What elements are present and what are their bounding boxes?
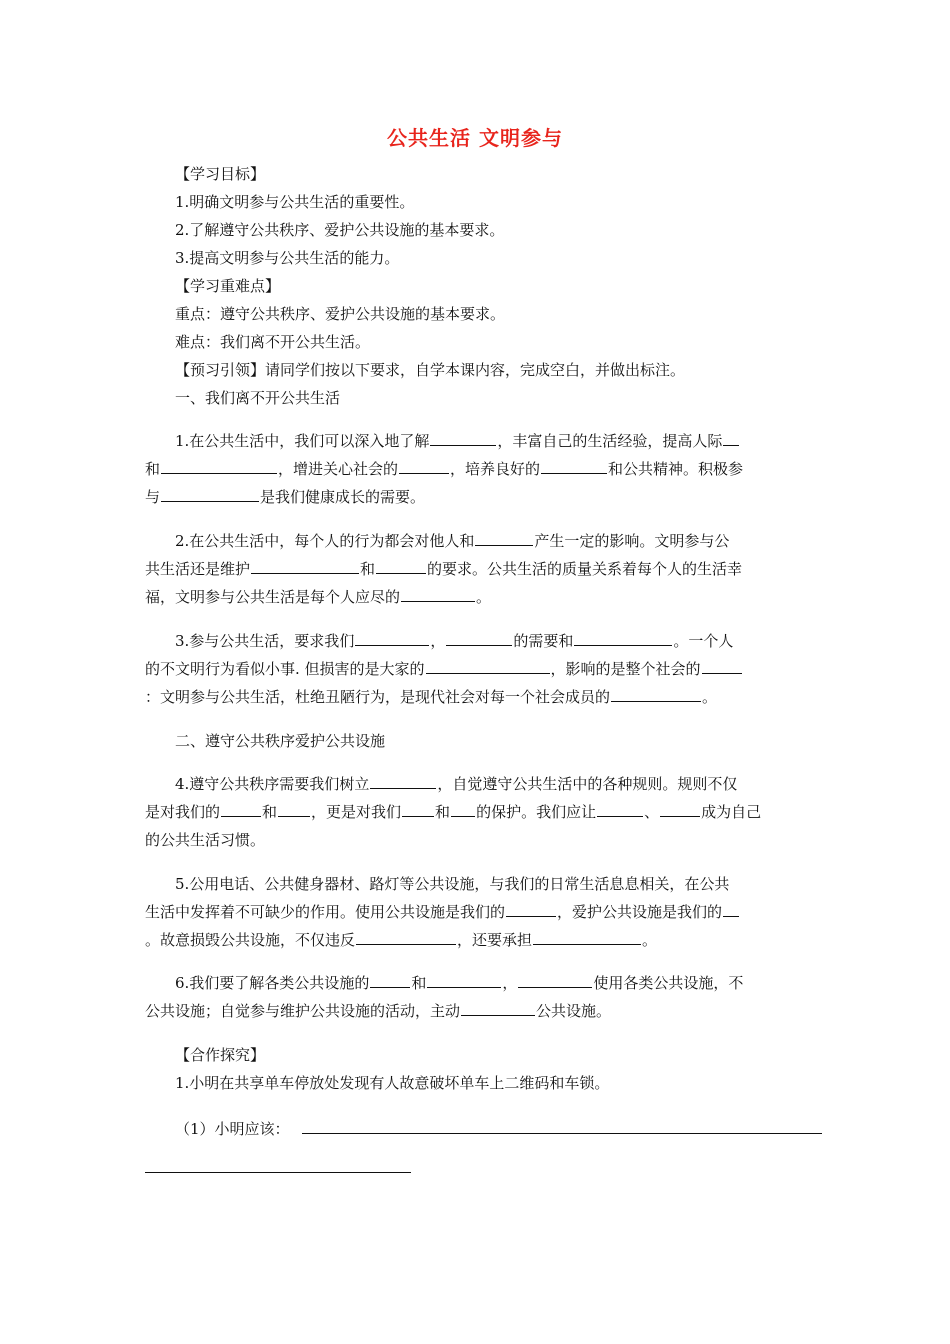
q6-line-1: 6.我们要了解各类公共设施的 和 ， 使用各类公共设施，不	[175, 974, 744, 992]
answer-blank[interactable]	[251, 558, 359, 574]
explore-subquestion-1: （1）小明应该：	[175, 1120, 290, 1138]
answer-blank[interactable]	[451, 801, 475, 817]
difficulty-key: 重点：遵守公共秩序、爱护公共设施的基本要求。	[175, 305, 506, 323]
answer-blank[interactable]	[702, 658, 742, 674]
q5-line-1: 5.公用电话、公共健身器材、路灯等公共设施，与我们的日常生活息息相关，在公共	[175, 875, 730, 893]
q5-line-2: 生活中发挥着不可缺少的作用。使用公共设施是我们的 ，爱护公共设施是我们的	[145, 901, 805, 923]
q4-line-2: 是对我们的 和 ，更是对我们 和 的保护。我们应让 、 成为自己	[145, 803, 762, 821]
answer-blank[interactable]	[402, 801, 434, 817]
section-1-heading: 一、我们离不开公共生活	[175, 389, 341, 407]
explore-heading: 【合作探究】	[175, 1046, 266, 1064]
preview-instruction: 请同学们按以下要求，自学本课内容，完成空白，并做出标注。	[265, 361, 686, 379]
answer-line[interactable]	[145, 1172, 411, 1173]
answer-blank[interactable]	[518, 972, 592, 988]
answer-blank[interactable]	[370, 972, 410, 988]
answer-blank[interactable]	[370, 773, 436, 789]
explore-question-1: 1.小明在共享单车停放处发现有人故意破坏单车上二维码和车锁。	[175, 1074, 610, 1092]
q2-line-1: 2.在公共生活中，每个人的行为都会对他人和 产生一定的影响。文明参与公	[175, 532, 730, 550]
q4-line-3: 的公共生活习惯。	[145, 831, 266, 849]
preview-line	[175, 359, 835, 381]
difficulties-heading: 【学习重难点】	[175, 277, 281, 295]
q2-line-3: 福，文明参与公共生活是每个人应尽的 。	[145, 588, 492, 606]
difficulty-hard: 难点：我们离不开公共生活。	[175, 333, 371, 351]
answer-blank[interactable]	[278, 801, 310, 817]
answer-blank[interactable]	[461, 1000, 535, 1016]
objective-item-2: 2.了解遵守公共秩序、爱护公共设施的基本要求。	[175, 221, 505, 239]
objective-item-1: 1.明确文明参与公共生活的重要性。	[175, 193, 415, 211]
answer-blank[interactable]	[161, 458, 277, 474]
q2-line-2: 共生活还是维护 和 的要求。公共生活的质量关系着每个人的生活幸	[145, 560, 743, 578]
answer-blank[interactable]	[506, 901, 556, 917]
answer-blank[interactable]	[401, 586, 475, 602]
q4-line-1: 4.遵守公共秩序需要我们树立 ，自觉遵守公共生活中的各种规则。规则不仅	[175, 775, 738, 793]
q3-line-1: 3.参与公共生活，要求我们 ， 的需要和 。一个人	[175, 632, 734, 650]
answer-blank[interactable]	[475, 530, 533, 546]
answer-blank[interactable]	[161, 486, 259, 502]
answer-blank[interactable]	[399, 458, 449, 474]
objective-item-3: 3.提高文明参与公共生活的能力。	[175, 249, 400, 267]
section-2-heading: 二、遵守公共秩序爱护公共设施	[175, 732, 386, 750]
answer-blank[interactable]	[611, 686, 701, 702]
answer-blank[interactable]	[430, 430, 496, 446]
answer-blank[interactable]	[660, 801, 700, 817]
objectives-heading: 【学习目标】	[175, 165, 266, 183]
q6-line-2: 公共设施；自觉参与维护公共设施的活动，主动 公共设施。	[145, 1002, 612, 1020]
q1-line-1: 1.在公共生活中，我们可以深入地了解 ，丰富自己的生活经验，提高人际	[175, 430, 835, 452]
answer-blank[interactable]	[723, 901, 739, 917]
answer-blank[interactable]	[356, 929, 456, 945]
preview-heading: 【预习引领】	[175, 361, 266, 379]
answer-blank[interactable]	[427, 972, 501, 988]
answer-blank[interactable]	[376, 558, 426, 574]
q5-line-3: 。故意损毁公共设施，不仅违反 ，还要承担 。	[145, 931, 658, 949]
page-title: 公共生活 文明参与	[387, 126, 563, 150]
q1-line-2: 和 ，增进关心社会的 ，培养良好的 和公共精神。积极参	[145, 460, 744, 478]
answer-blank[interactable]	[446, 630, 512, 646]
answer-blank[interactable]	[533, 929, 641, 945]
answer-blank[interactable]	[426, 658, 550, 674]
answer-blank[interactable]	[221, 801, 261, 817]
answer-blank[interactable]	[574, 630, 672, 646]
answer-blank[interactable]	[355, 630, 429, 646]
answer-line[interactable]	[302, 1133, 822, 1134]
q3-line-2: 的不文明行为看似小事. 但损害的是大家的 ，影响的是整个社会的	[145, 658, 805, 680]
q1-line-3: 与 是我们健康成长的需要。	[145, 488, 426, 506]
answer-blank[interactable]	[541, 458, 607, 474]
q3-line-3: ：文明参与公共生活，杜绝丑陋行为，是现代社会对每一个社会成员的 。	[145, 688, 718, 706]
answer-blank[interactable]	[597, 801, 643, 817]
answer-blank[interactable]	[723, 430, 739, 446]
